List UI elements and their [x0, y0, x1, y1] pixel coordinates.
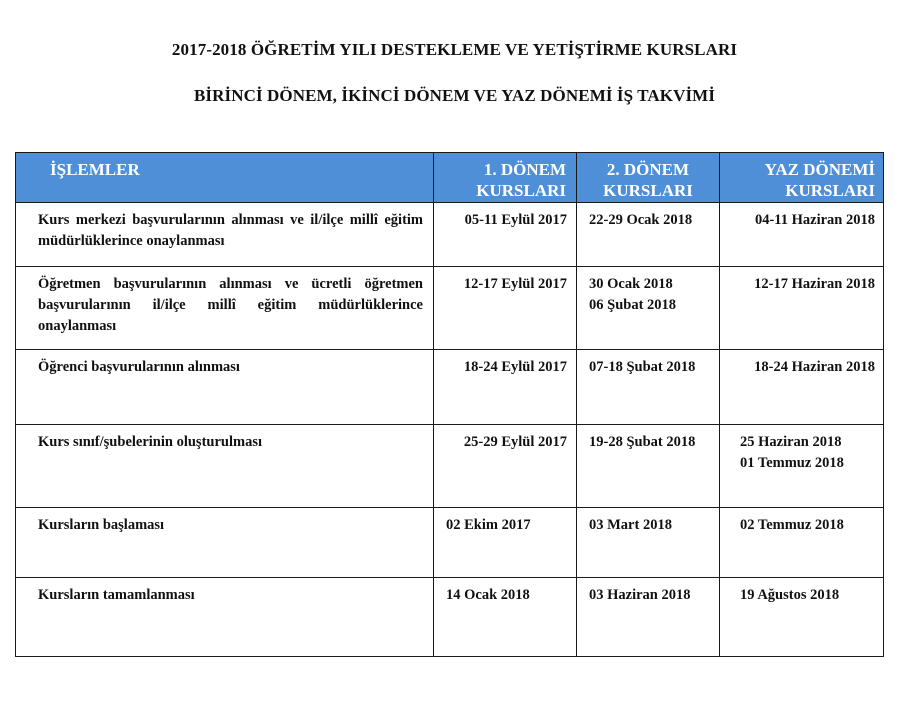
date-text: 07-18 Şubat 2018 — [589, 359, 696, 375]
header-term2 — [577, 153, 720, 203]
header-term2-line2: KURSLARI — [603, 181, 693, 200]
summer-date-cell — [720, 350, 884, 425]
header-summer — [720, 153, 884, 203]
header-term2-line1: 2. DÖNEM — [606, 160, 690, 179]
term1-date-cell — [434, 203, 577, 267]
term1-date-cell — [434, 267, 577, 350]
operation-cell: Kurs merkezi başvurularının alınması ve il/ilçe millî eğitim müdürlüklerince onaylanması — [16, 203, 434, 267]
header-operations: İŞLEMLER — [16, 153, 434, 203]
date-text: 30 Ocak 2018 — [589, 276, 673, 292]
term1-date-cell — [434, 508, 577, 578]
operation-cell: Öğretmen başvurularının alınması ve ücretli öğretmen başvurularının il/ilçe millî eğitim müdürlüklerince onaylanması — [16, 267, 434, 350]
table-header-row — [16, 153, 884, 203]
table-row — [16, 267, 884, 350]
table-row — [16, 578, 884, 657]
date-text: 12-17 Haziran 2018 — [754, 276, 875, 292]
summer-date-cell — [720, 267, 884, 350]
summer-date-cell — [720, 203, 884, 267]
date-text: 18-24 Haziran 2018 — [754, 359, 875, 375]
date-text: 22-29 Ocak 2018 — [589, 212, 693, 228]
operation-cell: Kursların tamamlanması — [16, 578, 434, 657]
date-text: 25 Haziran 2018 — [740, 434, 842, 450]
term2-date-cell — [577, 203, 720, 267]
term2-date-cell — [577, 425, 720, 508]
term1-date-cell — [434, 350, 577, 425]
date-text: 03 Haziran 2018 — [589, 587, 691, 603]
date-text: 05-11 Eylül 2017 — [464, 212, 567, 228]
table-row — [16, 508, 884, 578]
date-text: 06 Şubat 2018 — [589, 297, 677, 313]
header-term1 — [434, 153, 577, 203]
header-summer-line2: KURSLARI — [785, 181, 875, 200]
table-row — [16, 350, 884, 425]
date-text: 02 Ekim 2017 — [446, 517, 531, 533]
table-row — [16, 425, 884, 508]
term2-date-cell — [577, 350, 720, 425]
date-text: 01 Temmuz 2018 — [740, 455, 844, 471]
term2-date-cell — [577, 508, 720, 578]
term2-date-cell — [577, 267, 720, 350]
date-text: 25-29 Eylül 2017 — [463, 434, 567, 450]
table-row — [16, 203, 884, 267]
date-text: 04-11 Haziran 2018 — [754, 212, 875, 228]
term1-date-cell — [434, 578, 577, 657]
date-text: 18-24 Eylül 2017 — [463, 359, 567, 375]
document-title: 2017-2018 ÖĞRETİM YILI DESTEKLEME VE YETİŞTİRME KURSLARI — [171, 40, 738, 59]
date-text: 19 Ağustos 2018 — [740, 587, 840, 603]
date-text: 03 Mart 2018 — [589, 517, 672, 533]
date-text: 02 Temmuz 2018 — [740, 517, 844, 533]
header-term1-line2: KURSLARI — [476, 181, 566, 200]
summer-date-cell — [720, 425, 884, 508]
summer-date-cell — [720, 508, 884, 578]
term2-date-cell — [577, 578, 720, 657]
date-text: 12-17 Eylül 2017 — [463, 276, 567, 292]
term1-date-cell — [434, 425, 577, 508]
operation-cell: Kurs sınıf/şubelerinin oluşturulması — [16, 425, 434, 508]
document-subtitle: BİRİNCİ DÖNEM, İKİNCİ DÖNEM VE YAZ DÖNEMİ İŞ TAKVİMİ — [193, 86, 716, 105]
header-summer-line1: YAZ DÖNEMİ — [764, 160, 875, 179]
date-text: 19-28 Şubat 2018 — [589, 434, 696, 450]
schedule-table — [15, 152, 884, 657]
date-text: 14 Ocak 2018 — [446, 587, 530, 603]
operation-cell: Kursların başlaması — [16, 508, 434, 578]
operation-cell: Öğrenci başvurularının alınması — [16, 350, 434, 425]
header-term1-line1: 1. DÖNEM — [483, 160, 566, 179]
summer-date-cell — [720, 578, 884, 657]
